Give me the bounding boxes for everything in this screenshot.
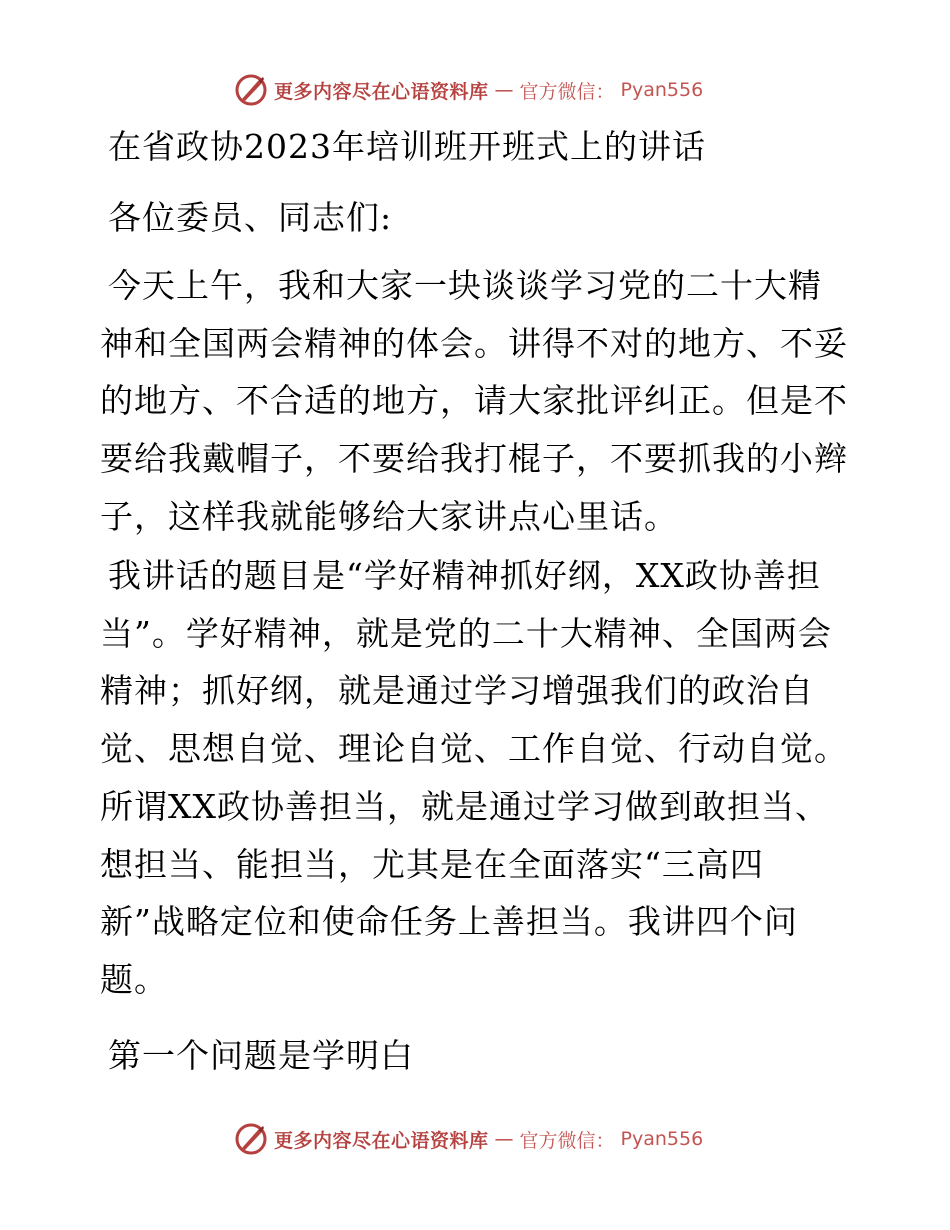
watermark-text: 更多内容尽在心语资料库: [274, 80, 489, 103]
watermark-bottom: [234, 1122, 703, 1156]
paragraph-2: [100, 547, 860, 1009]
watermark-separator: —: [494, 79, 514, 101]
salutation: 各位委员、同志们:: [108, 198, 393, 237]
paragraph-line: 所谓XX政协善担当，就是通过学习做到敢担当、: [100, 786, 829, 826]
watermark-account: Pyan556: [620, 1128, 704, 1150]
paragraph-line: 想担当、能担当，尤其是在全面落实“三高四: [100, 844, 764, 884]
paragraph-1: [100, 257, 860, 546]
paragraph-line: 我讲话的题目是“学好精神抓好纲，XX政协善担: [108, 556, 821, 595]
section-heading: 第一个问题是学明白: [108, 1036, 414, 1075]
paragraph-line: 子，这样我就能够给大家讲点心里话。: [100, 496, 678, 536]
watermark-account: Pyan556: [620, 79, 704, 101]
paragraph-line: 新”战略定位和使命任务上善担当。我讲四个问: [100, 902, 798, 942]
paragraph-line: 觉、思想自觉、理论自觉、工作自觉、行动自觉。: [100, 729, 848, 769]
quill-logo-icon: [234, 1122, 268, 1156]
paragraph-line: 的地方、不合适的地方，请大家批评纠正。但是不: [100, 381, 848, 421]
paragraph-line: 要给我戴帽子，不要给我打棍子，不要抓我的小辫: [100, 439, 848, 479]
watermark-official-label: 官方微信：: [519, 80, 615, 103]
paragraph-line: 当”。学好精神，就是党的二十大精神、全国两会: [100, 613, 832, 653]
document-title: 在省政协2023年培训班开班式上的讲话: [108, 127, 706, 166]
quill-logo-icon: [234, 73, 268, 107]
paragraph-line: 精神；抓好纲，就是通过学习增强我们的政治自: [100, 671, 814, 711]
paragraph-line: 神和全国两会精神的体会。讲得不对的地方、不妥: [100, 323, 848, 363]
paragraph-line: 题。: [100, 959, 168, 999]
watermark-text: 更多内容尽在心语资料库: [274, 1129, 489, 1152]
watermark-separator: —: [494, 1128, 514, 1150]
watermark-top: [234, 73, 703, 107]
paragraph-line: 今天上午，我和大家一块谈谈学习党的二十大精: [108, 266, 822, 305]
watermark-official-label: 官方微信：: [519, 1129, 615, 1152]
